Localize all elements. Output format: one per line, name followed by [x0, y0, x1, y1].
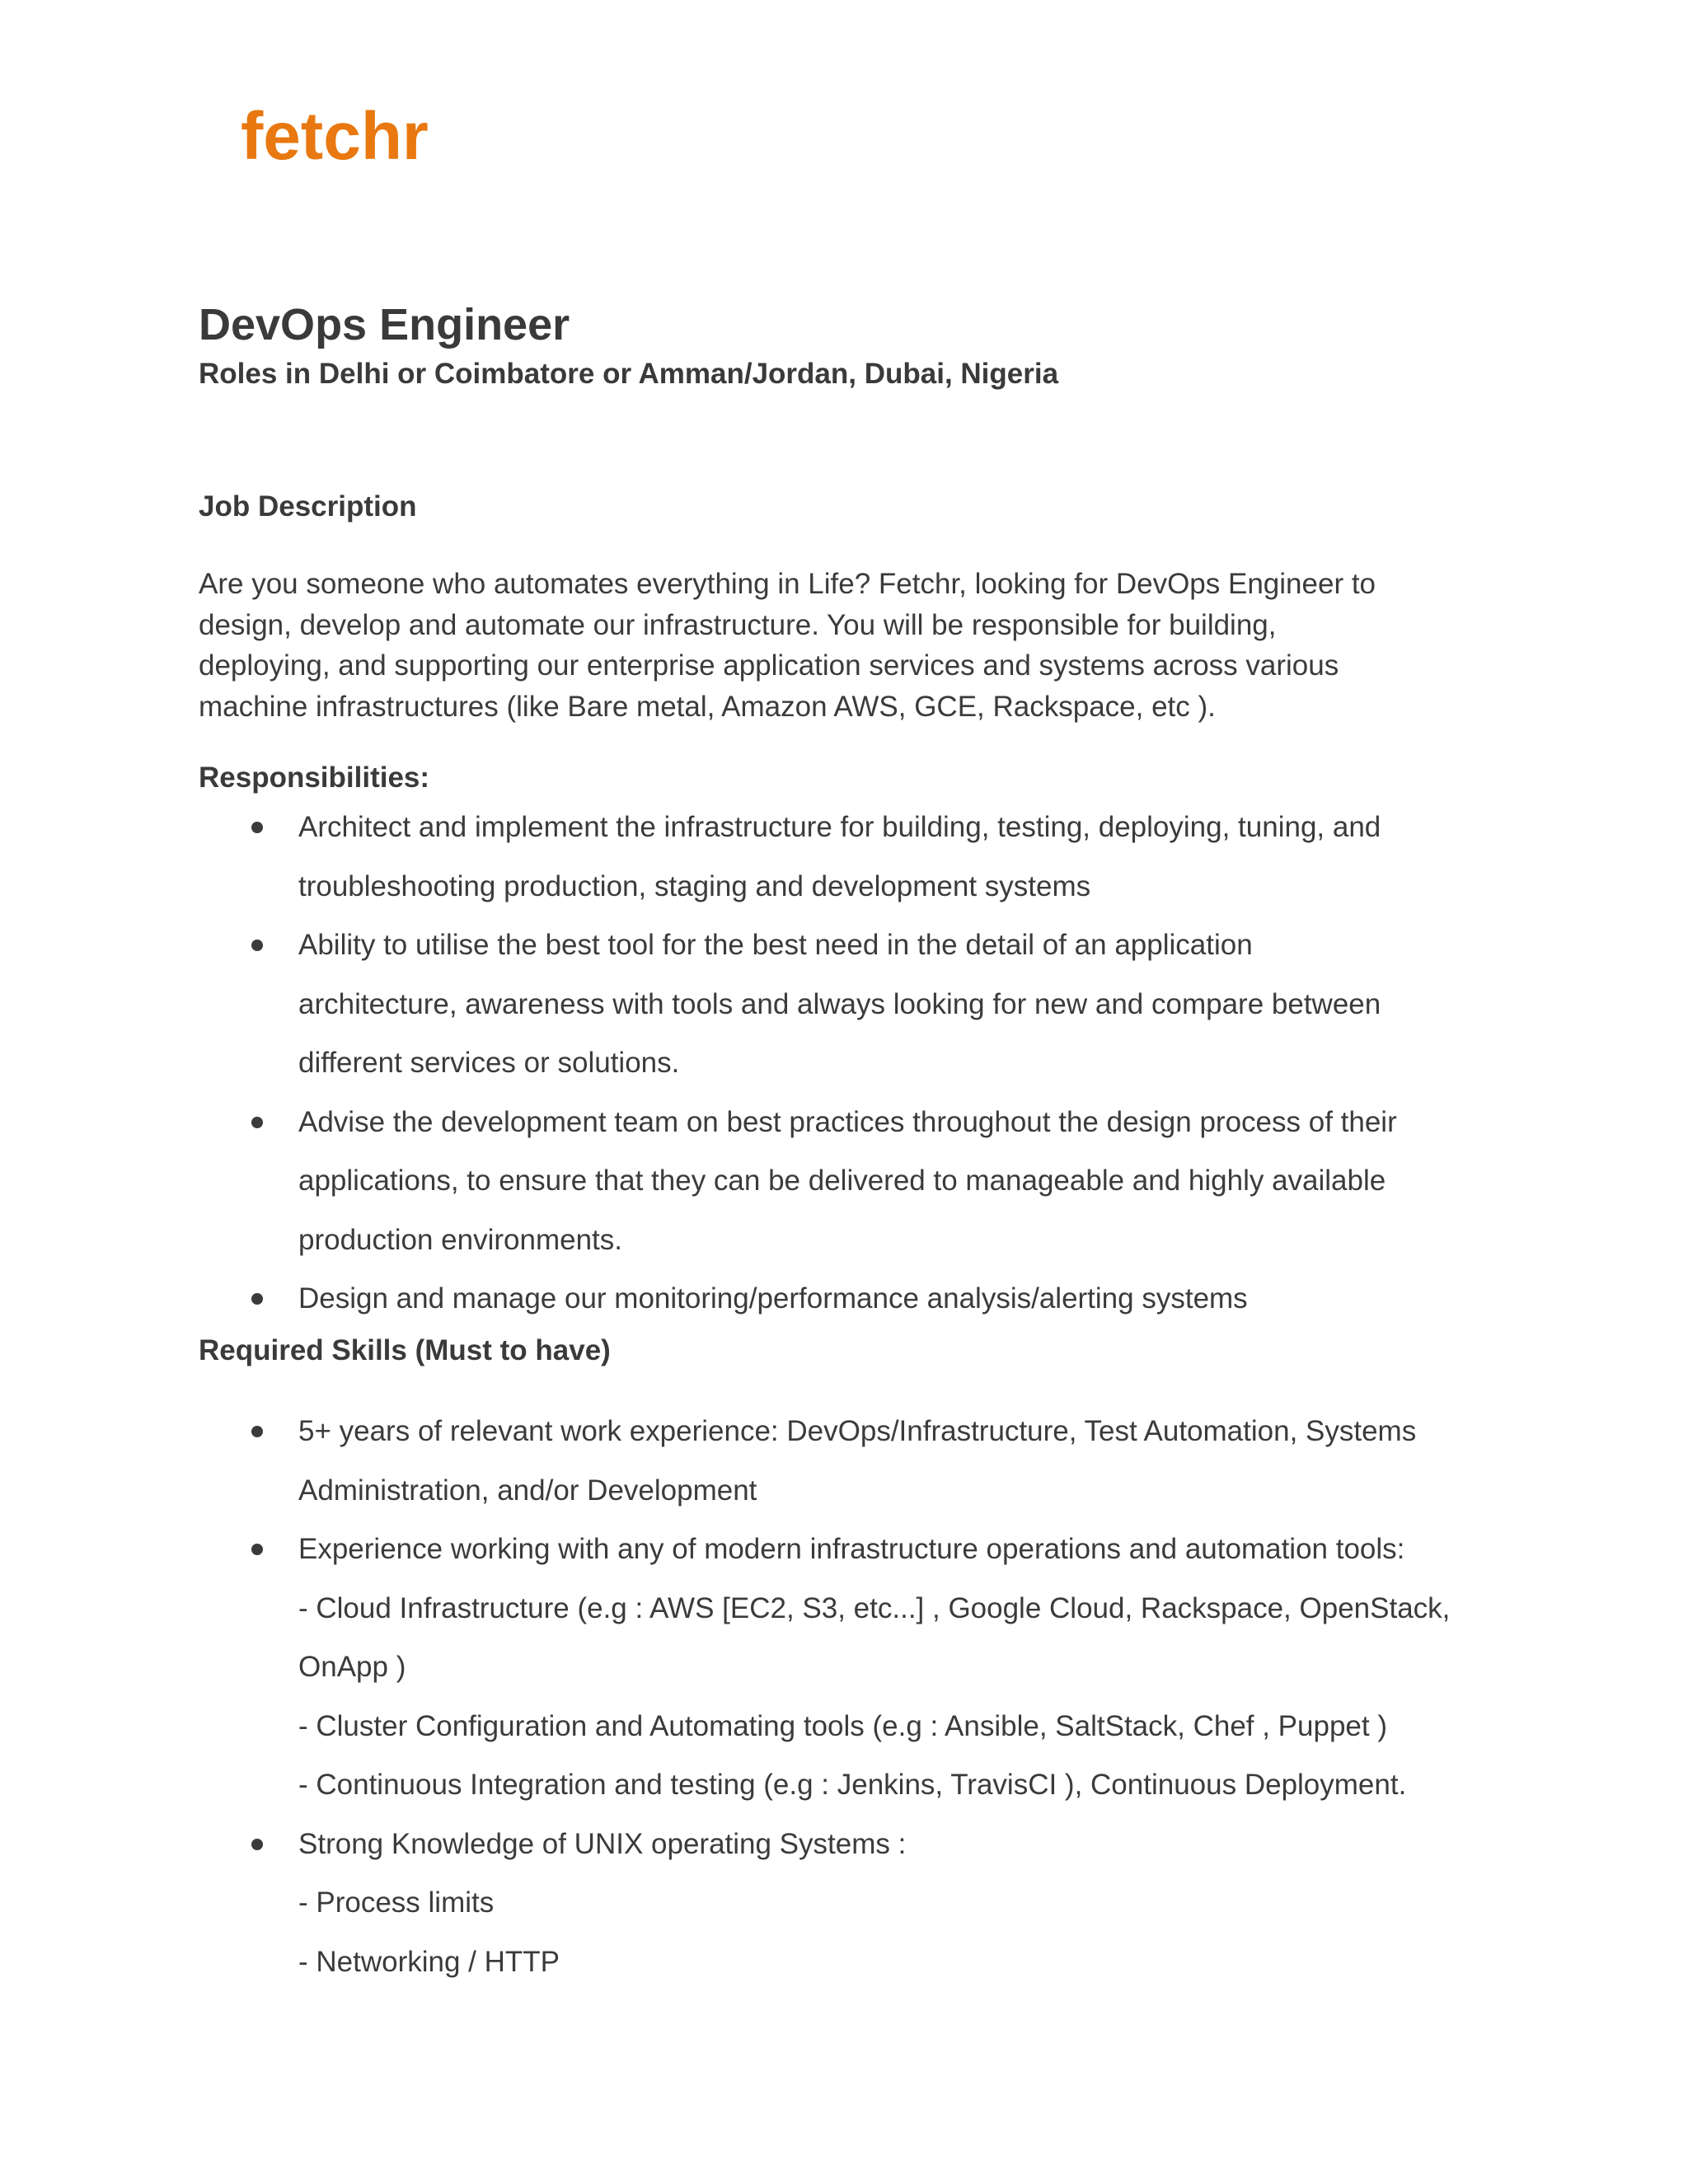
responsibilities-list: [199, 798, 1501, 1329]
responsibility-line: Advise the development team on best practices throughout the design process of their: [298, 1105, 1397, 1138]
fetchr-logo: fetchr: [241, 99, 429, 174]
skill-line: - Networking / HTTP: [298, 1945, 560, 1978]
skill-line: - Cloud Infrastructure (e.g : AWS [EC2, S3, etc...] , Google Cloud, Rackspace, OpenStack,: [298, 1591, 1451, 1624]
bullet-icon: [251, 1293, 263, 1305]
bullet-icon: [251, 822, 263, 833]
bullet-icon: [251, 1426, 263, 1437]
job-title: DevOps Engineer: [199, 300, 570, 349]
description-line: deploying, and supporting our enterprise application services and systems across various: [199, 649, 1339, 682]
description-line: machine infrastructures (like Bare metal, Amazon AWS, GCE, Rackspace, etc ).: [199, 690, 1216, 723]
skill-line: OnApp ): [298, 1651, 406, 1683]
responsibility-line: different services or solutions.: [298, 1047, 680, 1079]
responsibility-item: [199, 916, 1501, 1093]
description-line: Are you someone who automates everything in Life? Fetchr, looking for DevOps Engineer to: [199, 568, 1376, 600]
responsibility-line: production environments.: [298, 1223, 622, 1256]
responsibility-item: [199, 1269, 1501, 1329]
responsibility-item: [199, 798, 1501, 916]
job-locations: Roles in Delhi or Coimbatore or Amman/Jordan, Dubai, Nigeria: [199, 358, 1059, 390]
required-skills-heading: Required Skills (Must to have): [199, 1334, 611, 1366]
responsibility-line: troubleshooting production, staging and development systems: [298, 869, 1091, 902]
responsibility-line: Design and manage our monitoring/performance analysis/alerting systems: [298, 1282, 1248, 1315]
job-description-paragraph: [199, 564, 1484, 727]
responsibility-line: Architect and implement the infrastructure for building, testing, deploying, tuning, and: [298, 811, 1381, 843]
description-line: design, develop and automate our infrastructure. You will be responsible for building,: [199, 608, 1277, 641]
skill-line: - Continuous Integration and testing (e.g : Jenkins, TravisCI ), Continuous Deployment.: [298, 1769, 1407, 1801]
skill-line: - Cluster Configuration and Automating tools (e.g : Ansible, SaltStack, Chef , Puppet ): [298, 1709, 1387, 1742]
skill-item: [199, 1815, 1501, 1992]
responsibilities-heading: Responsibilities:: [199, 762, 430, 794]
responsibility-line: architecture, awareness with tools and always looking for new and compare between: [298, 987, 1381, 1020]
bullet-icon: [251, 940, 263, 951]
skill-line: - Process limits: [298, 1886, 495, 1919]
responsibility-item: [199, 1093, 1501, 1270]
job-description-heading: Job Description: [199, 490, 417, 523]
skill-line: Strong Knowledge of UNIX operating Systems :: [298, 1827, 907, 1860]
responsibility-line: Ability to utilise the best tool for the best need in the detail of an application: [298, 929, 1253, 961]
skill-line: Experience working with any of modern infrastructure operations and automation tools:: [298, 1533, 1405, 1565]
skill-item: [199, 1520, 1501, 1815]
required-skills-list: [199, 1402, 1501, 1991]
skill-item: [199, 1402, 1501, 1520]
responsibility-line: applications, to ensure that they can be delivered to manageable and highly available: [298, 1165, 1386, 1197]
skill-line: 5+ years of relevant work experience: DevOps/Infrastructure, Test Automation, Systems: [298, 1415, 1417, 1447]
skill-line: Administration, and/or Development: [298, 1474, 757, 1507]
bullet-icon: [251, 1117, 263, 1128]
bullet-icon: [251, 1839, 263, 1850]
bullet-icon: [251, 1544, 263, 1555]
